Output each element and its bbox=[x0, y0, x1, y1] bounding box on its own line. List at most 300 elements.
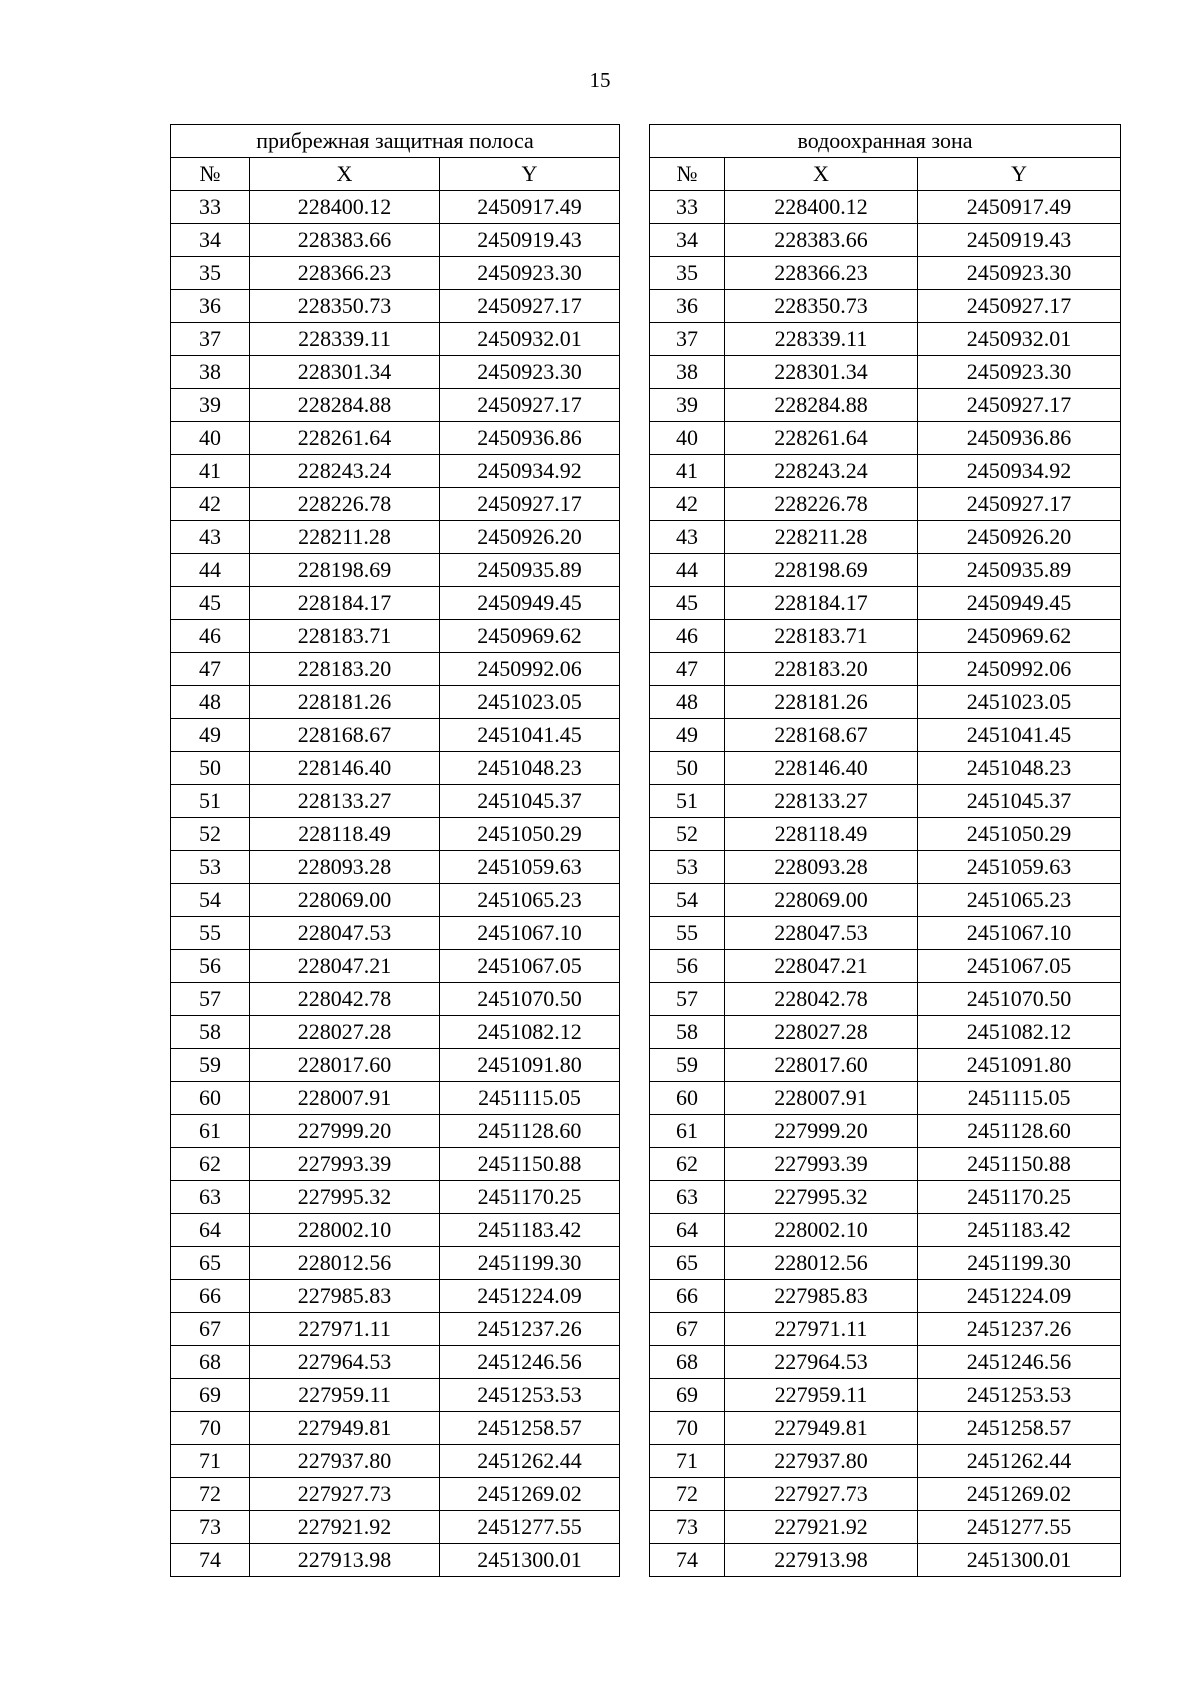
cell-y: 2451269.02 bbox=[918, 1478, 1121, 1511]
cell-y: 2450949.45 bbox=[918, 587, 1121, 620]
table-row bbox=[171, 488, 620, 521]
cell-number: 47 bbox=[650, 653, 725, 686]
cell-number: 34 bbox=[650, 224, 725, 257]
cell-y: 2451300.01 bbox=[440, 1544, 620, 1577]
cell-x: 228027.28 bbox=[725, 1016, 918, 1049]
cell-y: 2451258.57 bbox=[440, 1412, 620, 1445]
table-row bbox=[171, 818, 620, 851]
table-row bbox=[171, 1346, 620, 1379]
cell-x: 227921.92 bbox=[250, 1511, 440, 1544]
cell-number: 46 bbox=[171, 620, 250, 653]
table-row bbox=[650, 1181, 1121, 1214]
cell-number: 57 bbox=[650, 983, 725, 1016]
cell-y: 2451067.10 bbox=[440, 917, 620, 950]
cell-x: 227971.11 bbox=[250, 1313, 440, 1346]
table-row bbox=[171, 1214, 620, 1247]
cell-number: 41 bbox=[650, 455, 725, 488]
cell-y: 2450992.06 bbox=[918, 653, 1121, 686]
table-body bbox=[171, 191, 620, 1577]
cell-y: 2451170.25 bbox=[440, 1181, 620, 1214]
table-row bbox=[650, 554, 1121, 587]
cell-number: 34 bbox=[171, 224, 250, 257]
cell-x: 227999.20 bbox=[725, 1115, 918, 1148]
table-row bbox=[171, 785, 620, 818]
table-row bbox=[171, 950, 620, 983]
cell-y: 2450932.01 bbox=[918, 323, 1121, 356]
table-row bbox=[650, 752, 1121, 785]
cell-x: 227995.32 bbox=[725, 1181, 918, 1214]
cell-x: 228301.34 bbox=[250, 356, 440, 389]
cell-number: 48 bbox=[650, 686, 725, 719]
cell-number: 55 bbox=[171, 917, 250, 950]
cell-number: 62 bbox=[650, 1148, 725, 1181]
cell-x: 228400.12 bbox=[250, 191, 440, 224]
cell-number: 33 bbox=[171, 191, 250, 224]
cell-number: 58 bbox=[650, 1016, 725, 1049]
cell-x: 227959.11 bbox=[725, 1379, 918, 1412]
cell-number: 37 bbox=[650, 323, 725, 356]
cell-y: 2450917.49 bbox=[440, 191, 620, 224]
table-row bbox=[650, 917, 1121, 950]
table-row bbox=[171, 356, 620, 389]
cell-x: 228047.53 bbox=[725, 917, 918, 950]
cell-x: 228181.26 bbox=[725, 686, 918, 719]
cell-number: 52 bbox=[650, 818, 725, 851]
table-row bbox=[650, 1511, 1121, 1544]
table-row bbox=[650, 323, 1121, 356]
column-header-number: № bbox=[650, 158, 725, 191]
cell-y: 2450927.17 bbox=[440, 290, 620, 323]
cell-x: 228133.27 bbox=[725, 785, 918, 818]
cell-x: 227927.73 bbox=[250, 1478, 440, 1511]
cell-y: 2451070.50 bbox=[918, 983, 1121, 1016]
table-row bbox=[650, 290, 1121, 323]
cell-y: 2451253.53 bbox=[918, 1379, 1121, 1412]
table-row bbox=[171, 191, 620, 224]
cell-number: 70 bbox=[650, 1412, 725, 1445]
cell-number: 54 bbox=[650, 884, 725, 917]
cell-number: 35 bbox=[650, 257, 725, 290]
table-row bbox=[650, 983, 1121, 1016]
cell-number: 37 bbox=[171, 323, 250, 356]
table-row bbox=[171, 1049, 620, 1082]
cell-y: 2450923.30 bbox=[918, 356, 1121, 389]
cell-x: 228350.73 bbox=[250, 290, 440, 323]
cell-x: 228118.49 bbox=[725, 818, 918, 851]
table-row bbox=[650, 1379, 1121, 1412]
table-row bbox=[171, 1148, 620, 1181]
table-row bbox=[171, 917, 620, 950]
cell-y: 2451246.56 bbox=[440, 1346, 620, 1379]
cell-number: 61 bbox=[650, 1115, 725, 1148]
cell-y: 2450934.92 bbox=[918, 455, 1121, 488]
cell-number: 45 bbox=[171, 587, 250, 620]
cell-number: 43 bbox=[650, 521, 725, 554]
table-row bbox=[650, 719, 1121, 752]
cell-number: 61 bbox=[171, 1115, 250, 1148]
cell-y: 2450927.17 bbox=[440, 488, 620, 521]
cell-number: 44 bbox=[171, 554, 250, 587]
cell-number: 59 bbox=[171, 1049, 250, 1082]
cell-number: 67 bbox=[650, 1313, 725, 1346]
table-row bbox=[650, 1445, 1121, 1478]
cell-x: 227985.83 bbox=[725, 1280, 918, 1313]
cell-y: 2450927.17 bbox=[918, 488, 1121, 521]
table-row bbox=[171, 521, 620, 554]
table-row bbox=[650, 389, 1121, 422]
cell-x: 228261.64 bbox=[725, 422, 918, 455]
cell-x: 227913.98 bbox=[725, 1544, 918, 1577]
cell-number: 71 bbox=[650, 1445, 725, 1478]
cell-x: 228168.67 bbox=[250, 719, 440, 752]
cell-x: 228069.00 bbox=[250, 884, 440, 917]
cell-y: 2451070.50 bbox=[440, 983, 620, 1016]
cell-x: 228211.28 bbox=[250, 521, 440, 554]
cell-number: 40 bbox=[171, 422, 250, 455]
cell-y: 2451224.09 bbox=[918, 1280, 1121, 1313]
table-row bbox=[650, 1544, 1121, 1577]
table-row bbox=[171, 389, 620, 422]
cell-number: 38 bbox=[171, 356, 250, 389]
cell-x: 227921.92 bbox=[725, 1511, 918, 1544]
column-header-y: Y bbox=[440, 158, 620, 191]
cell-y: 2451224.09 bbox=[440, 1280, 620, 1313]
cell-x: 228047.21 bbox=[250, 950, 440, 983]
cell-x: 227959.11 bbox=[250, 1379, 440, 1412]
cell-number: 72 bbox=[650, 1478, 725, 1511]
cell-number: 68 bbox=[171, 1346, 250, 1379]
cell-y: 2451262.44 bbox=[918, 1445, 1121, 1478]
table-row bbox=[650, 1016, 1121, 1049]
cell-x: 228007.91 bbox=[725, 1082, 918, 1115]
cell-x: 227993.39 bbox=[725, 1148, 918, 1181]
cell-x: 228350.73 bbox=[725, 290, 918, 323]
table-row bbox=[650, 686, 1121, 719]
cell-x: 227949.81 bbox=[725, 1412, 918, 1445]
cell-x: 228027.28 bbox=[250, 1016, 440, 1049]
cell-x: 227993.39 bbox=[250, 1148, 440, 1181]
cell-x: 228069.00 bbox=[725, 884, 918, 917]
cell-number: 66 bbox=[171, 1280, 250, 1313]
table-row bbox=[171, 620, 620, 653]
cell-x: 227999.20 bbox=[250, 1115, 440, 1148]
cell-y: 2450917.49 bbox=[918, 191, 1121, 224]
table-row bbox=[650, 1478, 1121, 1511]
cell-y: 2451065.23 bbox=[918, 884, 1121, 917]
cell-y: 2451023.05 bbox=[918, 686, 1121, 719]
cell-x: 228261.64 bbox=[250, 422, 440, 455]
cell-x: 228183.20 bbox=[250, 653, 440, 686]
table-row bbox=[171, 1544, 620, 1577]
table-row bbox=[171, 455, 620, 488]
cell-y: 2451277.55 bbox=[440, 1511, 620, 1544]
cell-x: 227971.11 bbox=[725, 1313, 918, 1346]
cell-x: 227949.81 bbox=[250, 1412, 440, 1445]
cell-number: 42 bbox=[650, 488, 725, 521]
cell-y: 2451059.63 bbox=[918, 851, 1121, 884]
table-row bbox=[650, 257, 1121, 290]
cell-x: 228243.24 bbox=[725, 455, 918, 488]
table-row bbox=[171, 719, 620, 752]
cell-x: 228383.66 bbox=[250, 224, 440, 257]
cell-x: 227913.98 bbox=[250, 1544, 440, 1577]
table-row bbox=[171, 1511, 620, 1544]
cell-number: 38 bbox=[650, 356, 725, 389]
cell-y: 2451183.42 bbox=[440, 1214, 620, 1247]
cell-number: 68 bbox=[650, 1346, 725, 1379]
cell-y: 2451269.02 bbox=[440, 1478, 620, 1511]
cell-number: 69 bbox=[650, 1379, 725, 1412]
cell-x: 228093.28 bbox=[250, 851, 440, 884]
cell-number: 69 bbox=[171, 1379, 250, 1412]
cell-number: 49 bbox=[650, 719, 725, 752]
cell-number: 71 bbox=[171, 1445, 250, 1478]
cell-x: 228366.23 bbox=[725, 257, 918, 290]
table-row bbox=[171, 1016, 620, 1049]
table-row bbox=[650, 356, 1121, 389]
cell-number: 46 bbox=[650, 620, 725, 653]
cell-x: 228012.56 bbox=[250, 1247, 440, 1280]
cell-y: 2451091.80 bbox=[440, 1049, 620, 1082]
cell-x: 228198.69 bbox=[725, 554, 918, 587]
cell-number: 60 bbox=[650, 1082, 725, 1115]
table-row bbox=[650, 1115, 1121, 1148]
cell-y: 2450969.62 bbox=[918, 620, 1121, 653]
cell-x: 228017.60 bbox=[250, 1049, 440, 1082]
cell-x: 227995.32 bbox=[250, 1181, 440, 1214]
cell-x: 228168.67 bbox=[725, 719, 918, 752]
cell-x: 228047.21 bbox=[725, 950, 918, 983]
cell-y: 2450936.86 bbox=[918, 422, 1121, 455]
cell-y: 2451067.10 bbox=[918, 917, 1121, 950]
table-row bbox=[650, 1049, 1121, 1082]
cell-number: 35 bbox=[171, 257, 250, 290]
cell-y: 2451082.12 bbox=[918, 1016, 1121, 1049]
cell-number: 42 bbox=[171, 488, 250, 521]
cell-y: 2451059.63 bbox=[440, 851, 620, 884]
cell-number: 36 bbox=[650, 290, 725, 323]
cell-y: 2450926.20 bbox=[918, 521, 1121, 554]
cell-y: 2450919.43 bbox=[440, 224, 620, 257]
cell-y: 2451300.01 bbox=[918, 1544, 1121, 1577]
table-row bbox=[650, 653, 1121, 686]
cell-x: 228243.24 bbox=[250, 455, 440, 488]
column-header-x: X bbox=[725, 158, 918, 191]
cell-number: 64 bbox=[171, 1214, 250, 1247]
cell-x: 228400.12 bbox=[725, 191, 918, 224]
table-row bbox=[171, 587, 620, 620]
cell-number: 63 bbox=[650, 1181, 725, 1214]
table-row bbox=[650, 191, 1121, 224]
cell-number: 51 bbox=[171, 785, 250, 818]
cell-y: 2451067.05 bbox=[918, 950, 1121, 983]
cell-y: 2451050.29 bbox=[918, 818, 1121, 851]
cell-y: 2451150.88 bbox=[440, 1148, 620, 1181]
cell-number: 36 bbox=[171, 290, 250, 323]
cell-y: 2451041.45 bbox=[440, 719, 620, 752]
table-row bbox=[650, 818, 1121, 851]
cell-y: 2451048.23 bbox=[918, 752, 1121, 785]
cell-y: 2451253.53 bbox=[440, 1379, 620, 1412]
table-row bbox=[171, 290, 620, 323]
cell-number: 74 bbox=[650, 1544, 725, 1577]
cell-x: 228184.17 bbox=[725, 587, 918, 620]
table-row bbox=[171, 1445, 620, 1478]
table-row bbox=[171, 1082, 620, 1115]
cell-y: 2450934.92 bbox=[440, 455, 620, 488]
cell-x: 228133.27 bbox=[250, 785, 440, 818]
cell-number: 50 bbox=[171, 752, 250, 785]
cell-x: 228211.28 bbox=[725, 521, 918, 554]
cell-y: 2451115.05 bbox=[440, 1082, 620, 1115]
cell-x: 228093.28 bbox=[725, 851, 918, 884]
table-row bbox=[650, 1313, 1121, 1346]
cell-y: 2450923.30 bbox=[440, 257, 620, 290]
table-title: водоохранная зона bbox=[650, 125, 1121, 158]
table-row bbox=[171, 752, 620, 785]
cell-number: 39 bbox=[650, 389, 725, 422]
table-row bbox=[171, 1247, 620, 1280]
cell-number: 65 bbox=[171, 1247, 250, 1280]
cell-y: 2451237.26 bbox=[918, 1313, 1121, 1346]
cell-number: 33 bbox=[650, 191, 725, 224]
cell-x: 228366.23 bbox=[250, 257, 440, 290]
cell-y: 2451199.30 bbox=[440, 1247, 620, 1280]
cell-number: 57 bbox=[171, 983, 250, 1016]
cell-number: 73 bbox=[650, 1511, 725, 1544]
cell-y: 2451048.23 bbox=[440, 752, 620, 785]
cell-y: 2451065.23 bbox=[440, 884, 620, 917]
cell-number: 44 bbox=[650, 554, 725, 587]
cell-y: 2451045.37 bbox=[918, 785, 1121, 818]
cell-x: 228118.49 bbox=[250, 818, 440, 851]
cell-x: 228183.71 bbox=[725, 620, 918, 653]
cell-number: 47 bbox=[171, 653, 250, 686]
table-row bbox=[171, 323, 620, 356]
cell-x: 228146.40 bbox=[725, 752, 918, 785]
cell-x: 227927.73 bbox=[725, 1478, 918, 1511]
cell-x: 228146.40 bbox=[250, 752, 440, 785]
cell-x: 228226.78 bbox=[250, 488, 440, 521]
cell-x: 228339.11 bbox=[725, 323, 918, 356]
cell-number: 53 bbox=[650, 851, 725, 884]
table-row bbox=[650, 851, 1121, 884]
cell-y: 2451082.12 bbox=[440, 1016, 620, 1049]
column-header-number: № bbox=[171, 158, 250, 191]
cell-x: 227937.80 bbox=[250, 1445, 440, 1478]
cell-x: 228181.26 bbox=[250, 686, 440, 719]
cell-number: 43 bbox=[171, 521, 250, 554]
cell-number: 45 bbox=[650, 587, 725, 620]
coastal-protection-strip-table bbox=[170, 124, 620, 1577]
cell-y: 2451115.05 bbox=[918, 1082, 1121, 1115]
cell-x: 228002.10 bbox=[725, 1214, 918, 1247]
table-row bbox=[650, 1280, 1121, 1313]
cell-y: 2451246.56 bbox=[918, 1346, 1121, 1379]
table-title: прибрежная защитная полоса bbox=[171, 125, 620, 158]
cell-number: 48 bbox=[171, 686, 250, 719]
table-row bbox=[171, 884, 620, 917]
table-row bbox=[650, 1148, 1121, 1181]
cell-y: 2450926.20 bbox=[440, 521, 620, 554]
cell-x: 228042.78 bbox=[250, 983, 440, 1016]
cell-number: 58 bbox=[171, 1016, 250, 1049]
cell-y: 2451150.88 bbox=[918, 1148, 1121, 1181]
cell-x: 228184.17 bbox=[250, 587, 440, 620]
cell-number: 59 bbox=[650, 1049, 725, 1082]
table-row bbox=[650, 455, 1121, 488]
cell-number: 41 bbox=[171, 455, 250, 488]
table-row bbox=[171, 653, 620, 686]
cell-y: 2451091.80 bbox=[918, 1049, 1121, 1082]
cell-number: 70 bbox=[171, 1412, 250, 1445]
table-row bbox=[650, 950, 1121, 983]
cell-y: 2451067.05 bbox=[440, 950, 620, 983]
cell-y: 2451170.25 bbox=[918, 1181, 1121, 1214]
cell-number: 51 bbox=[650, 785, 725, 818]
cell-y: 2450969.62 bbox=[440, 620, 620, 653]
cell-number: 55 bbox=[650, 917, 725, 950]
cell-x: 228284.88 bbox=[725, 389, 918, 422]
table-row bbox=[171, 257, 620, 290]
table-row bbox=[650, 521, 1121, 554]
cell-number: 39 bbox=[171, 389, 250, 422]
cell-number: 67 bbox=[171, 1313, 250, 1346]
column-header-y: Y bbox=[918, 158, 1121, 191]
cell-y: 2451128.60 bbox=[918, 1115, 1121, 1148]
cell-y: 2450992.06 bbox=[440, 653, 620, 686]
cell-y: 2450927.17 bbox=[918, 389, 1121, 422]
table-row bbox=[650, 488, 1121, 521]
table-row bbox=[171, 1379, 620, 1412]
cell-y: 2451050.29 bbox=[440, 818, 620, 851]
cell-number: 66 bbox=[650, 1280, 725, 1313]
table-row bbox=[650, 1082, 1121, 1115]
cell-x: 228301.34 bbox=[725, 356, 918, 389]
cell-number: 62 bbox=[171, 1148, 250, 1181]
cell-x: 228198.69 bbox=[250, 554, 440, 587]
cell-x: 228002.10 bbox=[250, 1214, 440, 1247]
cell-x: 228017.60 bbox=[725, 1049, 918, 1082]
table-row bbox=[650, 785, 1121, 818]
cell-y: 2450923.30 bbox=[440, 356, 620, 389]
cell-x: 228284.88 bbox=[250, 389, 440, 422]
cell-y: 2451277.55 bbox=[918, 1511, 1121, 1544]
cell-number: 54 bbox=[171, 884, 250, 917]
cell-x: 228339.11 bbox=[250, 323, 440, 356]
table-row bbox=[171, 422, 620, 455]
cell-number: 52 bbox=[171, 818, 250, 851]
cell-number: 60 bbox=[171, 1082, 250, 1115]
cell-number: 73 bbox=[171, 1511, 250, 1544]
cell-x: 227937.80 bbox=[725, 1445, 918, 1478]
cell-y: 2450919.43 bbox=[918, 224, 1121, 257]
cell-x: 228007.91 bbox=[250, 1082, 440, 1115]
cell-x: 228012.56 bbox=[725, 1247, 918, 1280]
cell-number: 74 bbox=[171, 1544, 250, 1577]
cell-x: 227985.83 bbox=[250, 1280, 440, 1313]
cell-x: 228183.20 bbox=[725, 653, 918, 686]
table-row bbox=[171, 554, 620, 587]
cell-y: 2450935.89 bbox=[440, 554, 620, 587]
table-row bbox=[650, 884, 1121, 917]
cell-number: 40 bbox=[650, 422, 725, 455]
table-row bbox=[171, 1115, 620, 1148]
cell-number: 65 bbox=[650, 1247, 725, 1280]
cell-number: 72 bbox=[171, 1478, 250, 1511]
cell-y: 2451041.45 bbox=[918, 719, 1121, 752]
table-row bbox=[650, 422, 1121, 455]
